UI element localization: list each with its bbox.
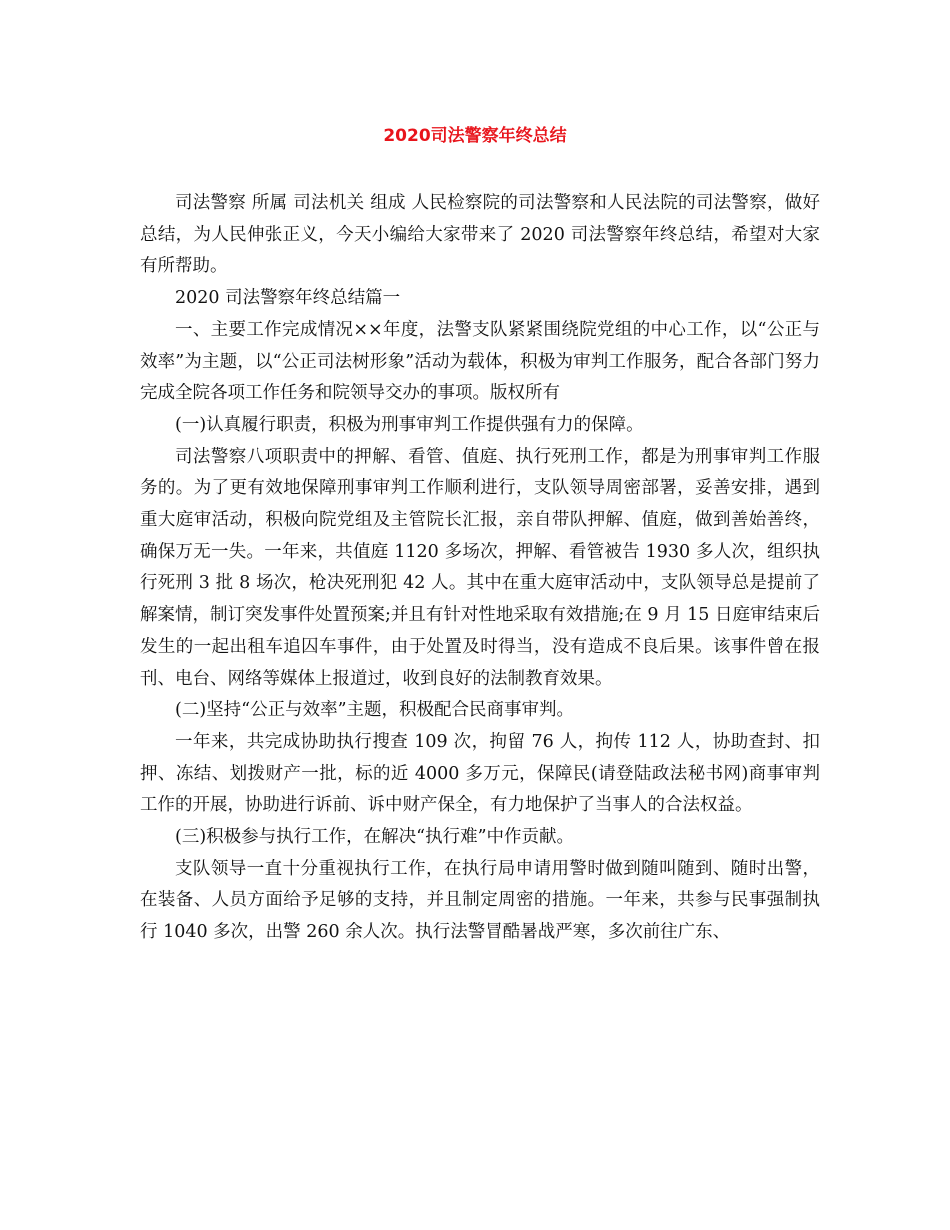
section-heading: 2020 司法警察年终总结篇一 xyxy=(175,288,401,309)
paragraph-intro: 司法警察 所属 司法机关 组成 人民检察院的司法警察和人民法院的司法警察，做好总结，为人民伸张正义，今天小编给大家带来了 2020 司法警察年终总结，希望对大家有所帮助。 xyxy=(140,193,820,277)
paragraph-civil-trial: 一年来，共完成协助执行搜查 109 次，拘留 76 人，拘传 112 人，协助查封、扣押、冻结、划拨财产一批，标的近 4000 多万元，保障民(请登陆政法秘书网)商事审判工作的开展，协助进行诉前、诉中财产保全，有力地保护了当事人的合法权益。 xyxy=(140,731,820,816)
paragraph-enforcement: 支队领导一直十分重视执行工作，在执行局申请用警时做到随叫随到、随时出警，在装备、人员方面给予足够的支持，并且制定周密的措施。一年来，共参与民事强制执行 1040 多次，出警 260 余人次。执行法警冒酷暑战严寒，多次前往广东、 xyxy=(140,858,820,943)
paragraph-main-work: 一、主要工作完成情况××年度，法警支队紧紧围绕院党组的中心工作，以“公正与效率”为主题，以“公正司法树形象”活动为载体，积极为审判工作服务，配合各部门努力完成全院各项工作任务和院领导交办的事项。版权所有 xyxy=(140,319,820,404)
subheading-one: (一)认真履行职责，积极为刑事审判工作提供强有力的保障。 xyxy=(175,414,644,435)
document-title: 2020司法警察年终总结 xyxy=(383,126,567,146)
paragraph-criminal-trial: 司法警察八项职责中的押解、看管、值庭、执行死刑工作，都是为刑事审判工作服务的。为了更有效地保障刑事审判工作顺利进行，支队领导周密部署，妥善安排，遇到重大庭审活动，积极向院党组及主管院长汇报，亲自带队押解、值庭，做到善始善终，确保万无一失。一年来，共值庭 1120 多场次，押解、看管被告 1930 多人次，组织执行死刑 3 批 8 场次，枪决死刑犯 42 人。其中在重大庭审活动中，支队领导总是提前了解案情，制订突发事件处置预案;并且有针对性地采取有效措施;在 9 月 15 日庭审结束后发生的一起出租车追囚车事件，由于处置及时得当，没有造成不良后果。该事件曾在报刊、电台、网络等媒体上报道过，收到良好的法制教育效果。 xyxy=(140,446,820,689)
subheading-two: (二)坚持“公正与效率”主题，积极配合民商事审判。 xyxy=(175,700,575,721)
document-body xyxy=(140,188,820,949)
subheading-three: (三)积极参与执行工作，在解决“执行难”中作贡献。 xyxy=(175,827,575,848)
